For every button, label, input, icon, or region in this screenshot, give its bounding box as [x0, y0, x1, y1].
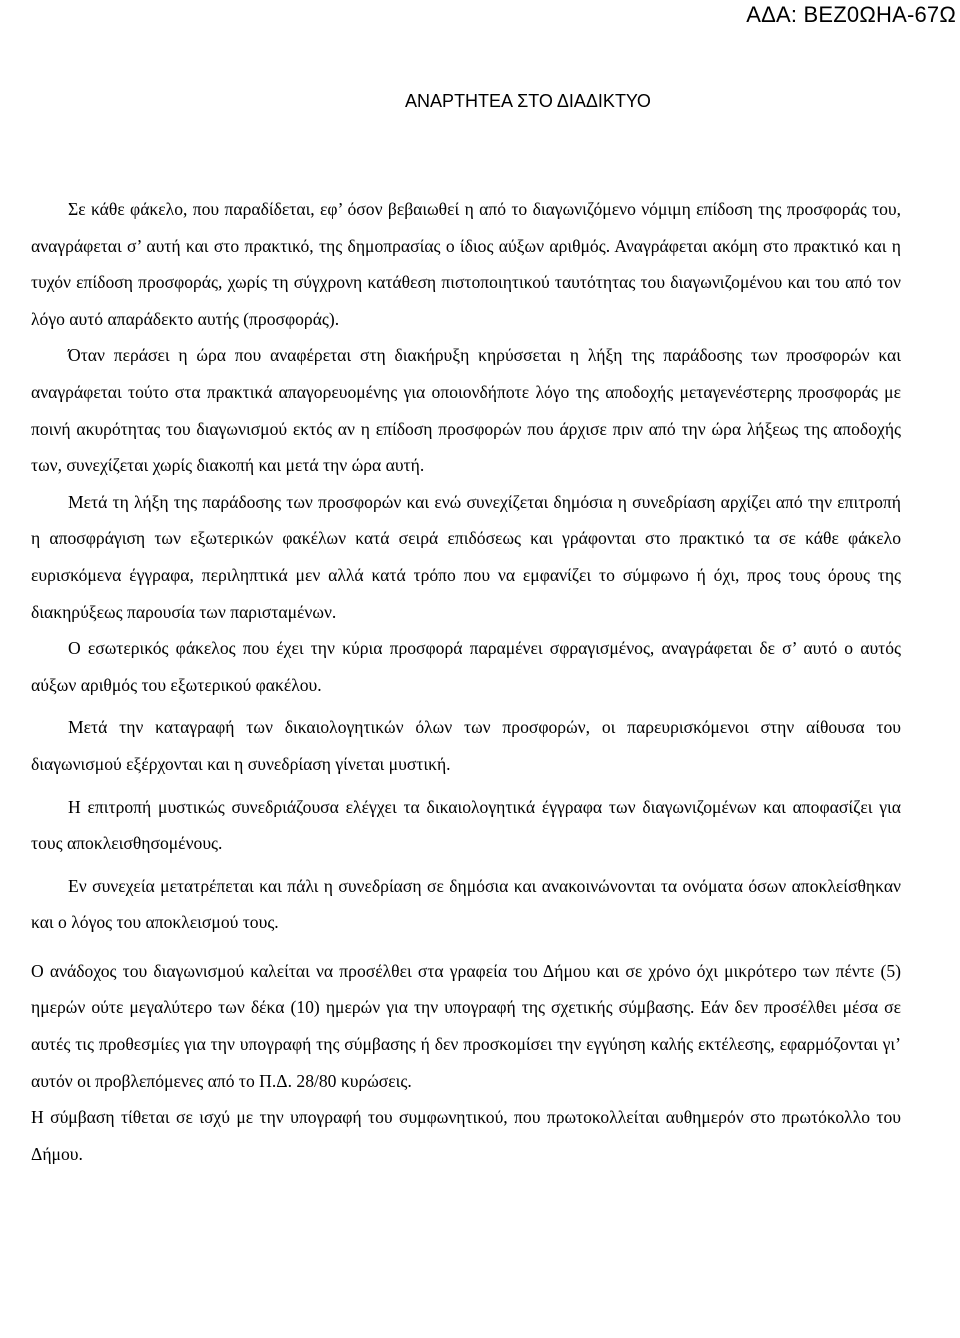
paragraph-3: Μετά τη λήξη της παράδοσης των προσφορών και ενώ συνεχίζεται δημόσια η συνεδρίαση αρχίζει από την επιτροπή η αποσφράγιση των εξωτερικών φακέλων κατά σειρά επιδόσεως και γράφονται στο πρακτικό τα σε κάθε φάκελο ευρισκόμενα έγγραφα, περιληπτικά μεν αλλά κατά τρόπο που να εμφανίζει το σύμφωνο ή όχι, προς τους όρους της διακηρύξεως παρουσία των παρισταμένων. — [31, 491, 901, 622]
paragraph-8: Ο ανάδοχος του διαγωνισμού καλείται να προσέλθει στα γραφεία του Δήμου και σε χρόνο όχι μικρότερο των πέντε (5) ημερών ούτε μεγαλύτερο των δέκα (10) ημερών για την υπογραφή της σχετικής σύμβασης. Εάν δεν προσέλθει μέσα σε αυτές τις προθεσμίες για την υπογραφή της σύμβασης ή δεν προσκομίσει την εγγύηση καλής εκτέλεσης, εφαρμόζονται γι’ αυτόν οι προβλεπόμενες από το Π.Δ. 28/80 κυρώσεις. — [31, 960, 901, 1091]
paragraph-9: Η σύμβαση τίθεται σε ισχύ με την υπογραφή του συμφωνητικού, που πρωτοκολλείται αυθημερόν στο πρωτόκολλο του Δήμου. — [31, 1107, 901, 1164]
document-body — [31, 191, 901, 1172]
paragraph-2: Όταν περάσει η ώρα που αναφέρεται στη διακήρυξη κηρύσσεται η λήξη της παράδοσης των προσφορών και αναγράφεται τούτο στα πρακτικά απαγορευομένης για οποιονδήποτε λόγο της αποδοχής μεταγενέστερης προσφοράς με ποινή ακυρότητας του διαγωνισμού εκτός αν η επίδοση προσφορών που άρχισε πριν από την ώρα λήξεως της αποδοχής των, συνεχίζεται χωρίς διακοπή και μετά την ώρα αυτή. — [31, 345, 901, 476]
paragraph-1: Σε κάθε φάκελο, που παραδίδεται, εφ’ όσον βεβαιωθεί η από το διαγωνιζόμενο νόμιμη επίδοση της προσφοράς του, αναγράφεται σ’ αυτή και στο πρακτικό, της δημοπρασίας ο ίδιος αύξων αριθμός. Αναγράφεται ακόμη στο πρακτικό και η τυχόν επίδοση προσφοράς, χωρίς τη σύγχρονη κατάθεση πιστοποιητικού ταυτότητας του διαγωνιζομένου και του από τον λόγο αυτό απαράδεκτο αυτής (προσφοράς). — [31, 199, 901, 329]
paragraph-5: Μετά την καταγραφή των δικαιολογητικών όλων των προσφορών, οι παρευρισκόμενοι στην αίθουσα του διαγωνισμού εξέρχονται και η συνεδρίαση γίνεται μυστική. — [31, 717, 901, 774]
ada-code: ΑΔΑ: ΒΕΖ0ΩΗΑ-67Ω — [746, 2, 956, 27]
paragraph-6: Η επιτροπή μυστικώς συνεδριάζουσα ελέγχει τα δικαιολογητικά έγγραφα των διαγωνιζομένων και αποφασίζει για τους αποκλεισθησομένους. — [31, 796, 901, 854]
paragraph-4: Ο εσωτερικός φάκελος που έχει την κύρια προσφορά παραμένει σφραγισμένος, αναγράφεται δε σ’ αυτό ο αυτός αύξων αριθμός του εξωτερικού φακέλου. — [31, 638, 901, 695]
posted-online-label: ΑΝΑΡΤΗΤΕΑ ΣΤΟ ΔΙΑΔΙΚΤΥΟ — [405, 91, 651, 111]
paragraph-7: Εν συνεχεία μετατρέπεται και πάλι η συνεδρίαση σε δημόσια και ανακοινώνονται τα ονόματα όσων αποκλείσθηκαν και ο λόγος του αποκλεισμού τους. — [31, 875, 901, 933]
